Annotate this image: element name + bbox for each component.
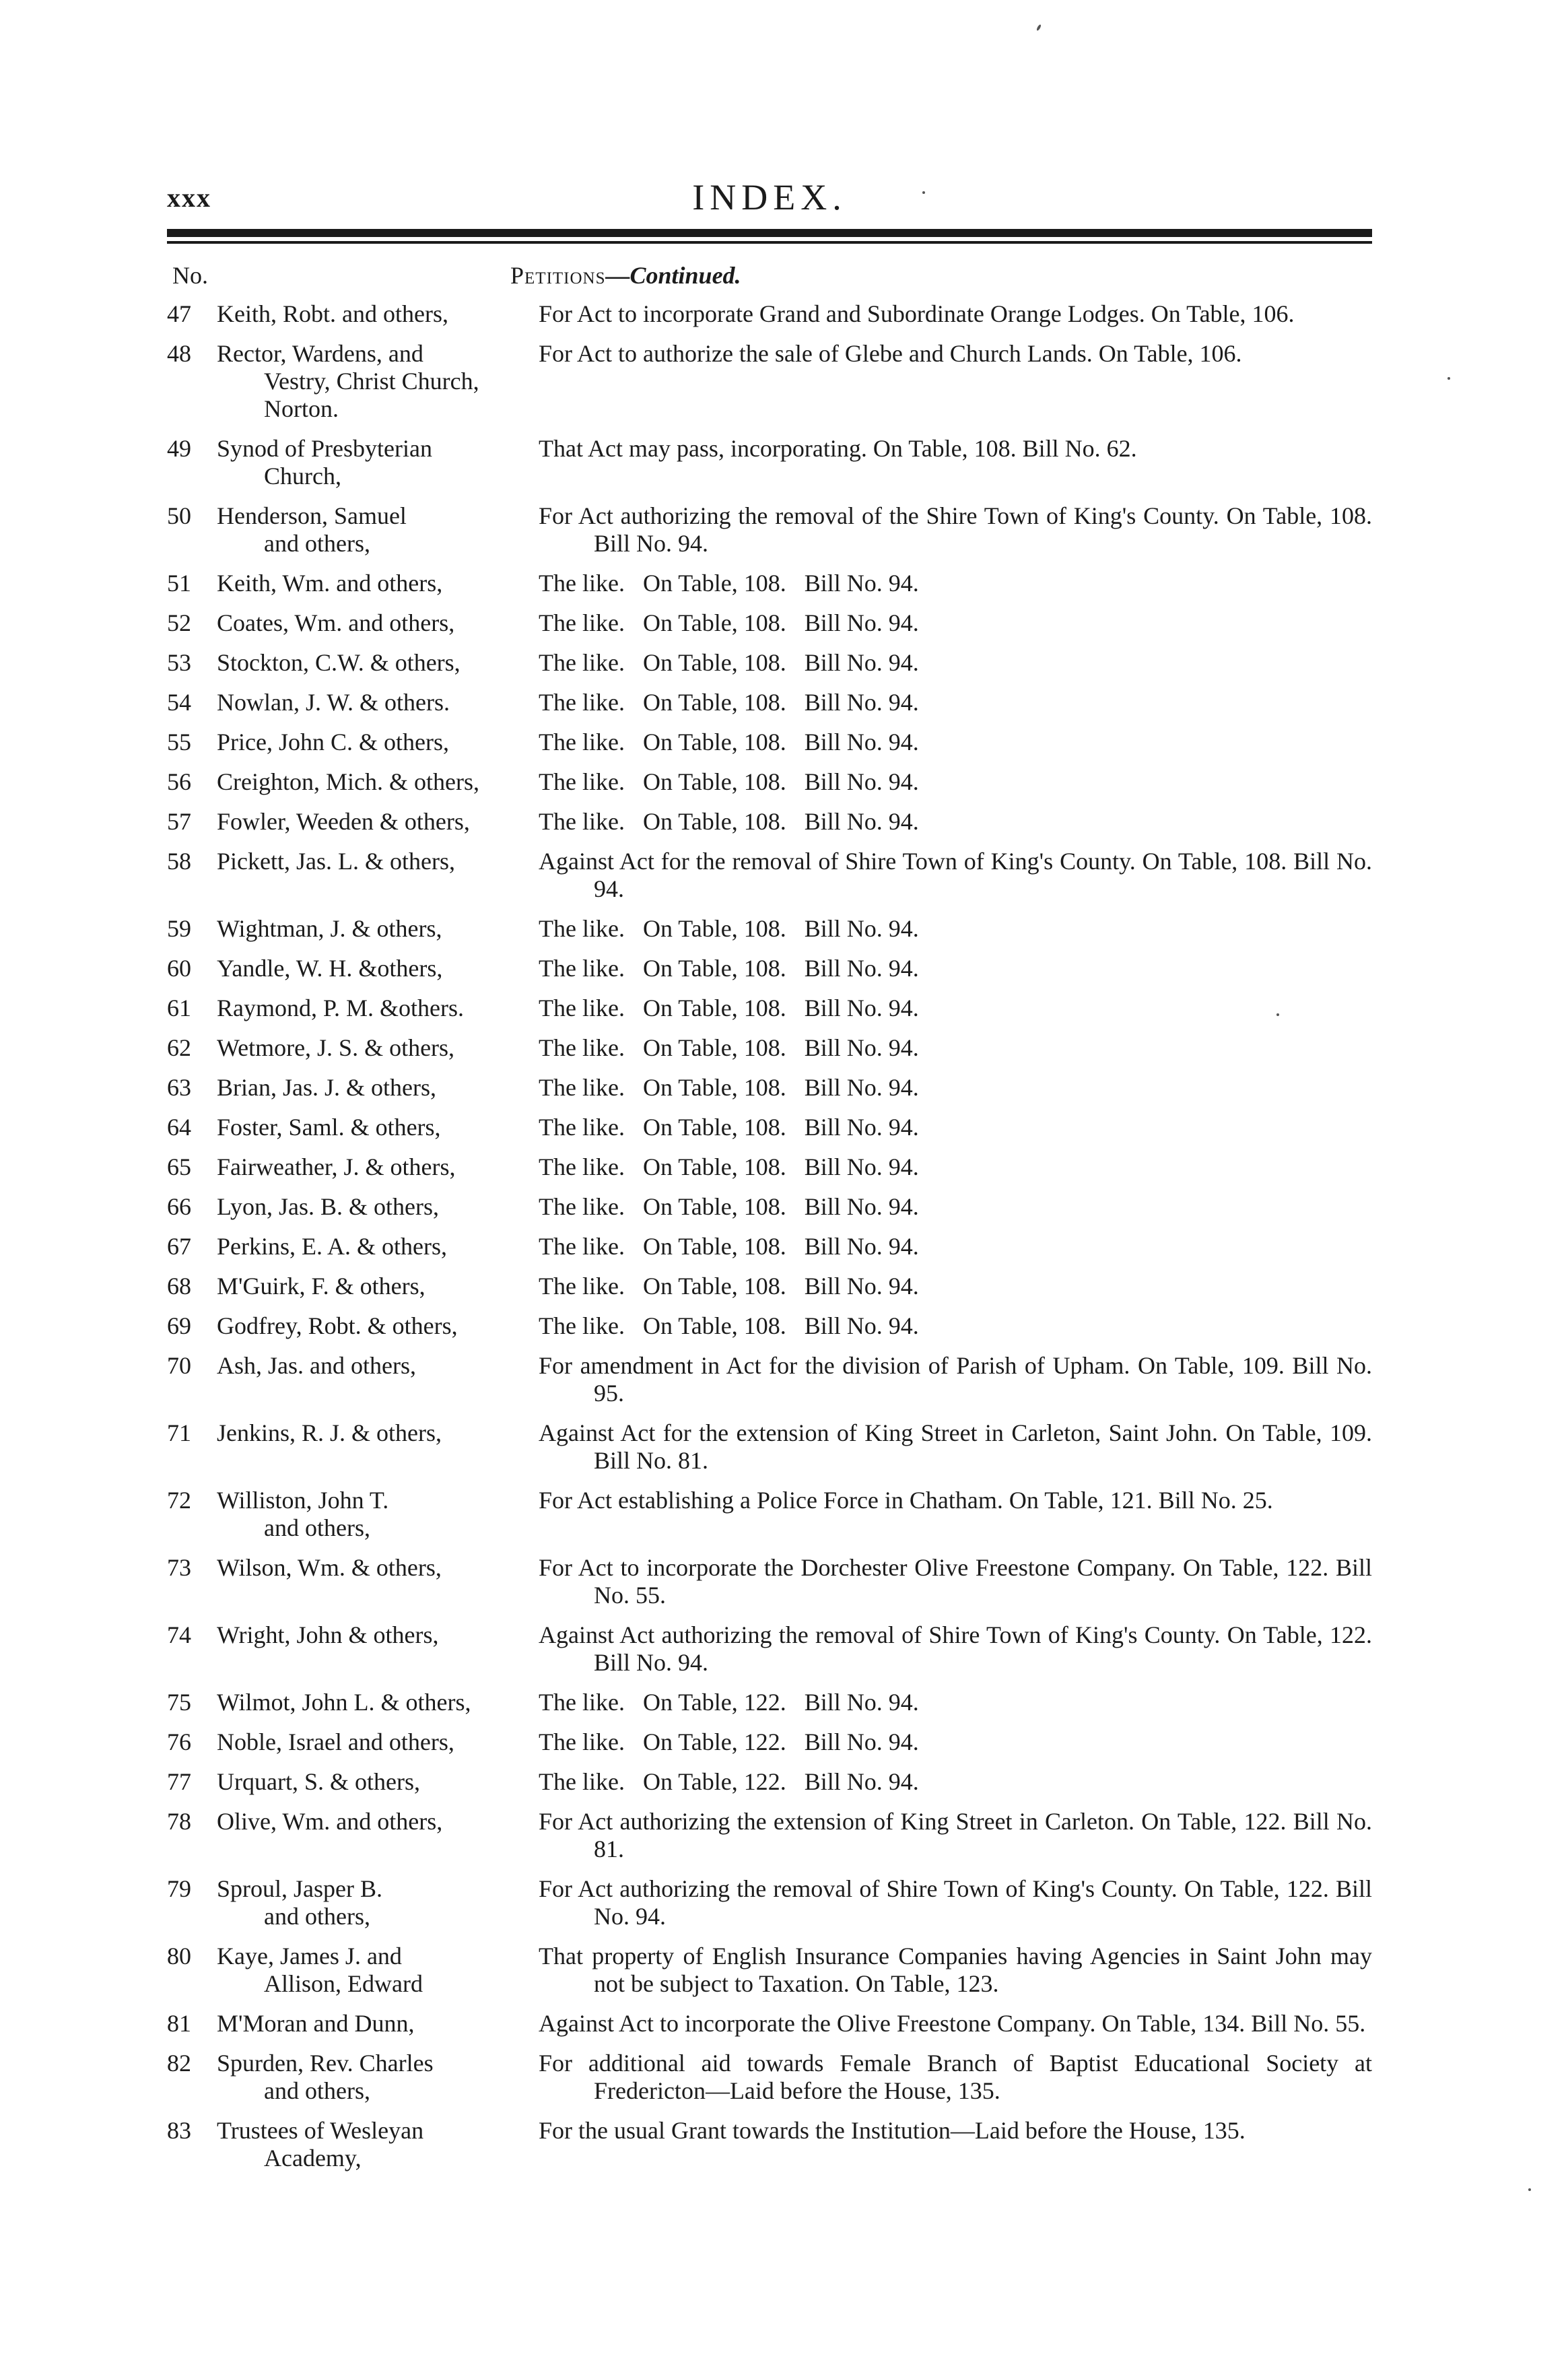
petition-entry (167, 1312, 1372, 1340)
petition-description: The like. On Table, 108. Bill No. 94. (539, 1153, 919, 1180)
petitioner-name-line2: and others, (264, 530, 370, 557)
petition-number: 82 (167, 2050, 191, 2077)
petition-description: The like. On Table, 122. Bill No. 94. (539, 1728, 919, 1755)
petition-number: 62 (167, 1034, 191, 1061)
petition-description: The like. On Table, 122. Bill No. 94. (539, 1689, 919, 1716)
petition-entry (167, 570, 1372, 597)
petitioner-name-line1: Creighton, Mich. & others, (217, 768, 479, 795)
petitioner-name-line1: Foster, Saml. & others, (217, 1114, 441, 1141)
petition-description: The like. On Table, 108. Bill No. 94. (539, 1114, 919, 1141)
petition-number: 59 (167, 915, 191, 942)
petitioner-name-line1: Stockton, C.W. & others, (217, 649, 461, 676)
petitioner-name (217, 729, 539, 756)
petition-description: The like. On Table, 108. Bill No. 94. (539, 649, 919, 676)
scan-speck (1447, 377, 1450, 380)
petition-number: 49 (167, 435, 191, 462)
petitioner-name-line1: Henderson, Samuel (217, 502, 407, 529)
petitioner-name-line2: Church, (264, 463, 341, 490)
petition-number: 74 (167, 1621, 191, 1648)
scan-speck (1528, 2188, 1531, 2191)
petitioner-name-line1: Ash, Jas. and others, (217, 1352, 416, 1379)
petition-number: 51 (167, 570, 191, 597)
petition-description: For Act to incorporate the Dorchester Olive Freestone Company. On Table, 122. Bill No. 55. (539, 1554, 1372, 1609)
petition-description: For additional aid towards Female Branch of Baptist Educational Society at Fredericton—Laid before the House, 135. (539, 2050, 1372, 2104)
section-heading (167, 261, 1372, 294)
petitioner-name-line1: M'Moran and Dunn, (217, 2010, 415, 2037)
petition-entry (167, 649, 1372, 677)
petitioner-name-line1: Wetmore, J. S. & others, (217, 1034, 455, 1061)
petitioner-name-line2: and others, (264, 1514, 370, 1541)
petition-entry (167, 1233, 1372, 1260)
petitioner-name (217, 1312, 539, 1340)
petition-entry (167, 955, 1372, 982)
petition-number: 55 (167, 729, 191, 755)
petitioner-name-line1: Kaye, James J. and (217, 1943, 402, 1969)
section-title-continued: —Continued. (605, 262, 741, 289)
petition-entry (167, 340, 1372, 423)
petition-entry (167, 848, 1372, 903)
petitioner-name-line1: Wright, John & others, (217, 1621, 439, 1648)
header-rule-thin (167, 241, 1372, 244)
petitioner-name (217, 609, 539, 637)
petition-entry (167, 2117, 1372, 2172)
petition-number: 64 (167, 1114, 191, 1141)
petition-number: 70 (167, 1352, 191, 1379)
petition-entry (167, 1273, 1372, 1300)
petition-description: For Act establishing a Police Force in Chatham. On Table, 121. Bill No. 25. (539, 1487, 1273, 1514)
petition-description: Against Act to incorporate the Olive Freestone Company. On Table, 134. Bill No. 55. (539, 2010, 1366, 2037)
petition-number: 60 (167, 955, 191, 982)
petition-number: 66 (167, 1193, 191, 1220)
petition-description: Against Act for the extension of King Street in Carleton, Saint John. On Table, 109. Bill No. 81. (539, 1419, 1372, 1474)
petitioner-name (217, 995, 539, 1022)
petition-entry (167, 808, 1372, 836)
petition-entry (167, 1943, 1372, 1998)
petition-number: 68 (167, 1273, 191, 1300)
petition-entry (167, 1034, 1372, 1062)
petitioner-name-line1: Brian, Jas. J. & others, (217, 1074, 436, 1101)
page-header (167, 176, 1372, 217)
petition-description: The like. On Table, 108. Bill No. 94. (539, 609, 919, 636)
petition-number: 80 (167, 1943, 191, 1969)
petition-description: For Act to incorporate Grand and Subordinate Orange Lodges. On Table, 106. (539, 300, 1295, 327)
petition-description: Against Act authorizing the removal of Shire Town of King's County. On Table, 122. Bill No. 94. (539, 1621, 1372, 1676)
petition-entry (167, 689, 1372, 716)
petition-number: 75 (167, 1689, 191, 1716)
petition-description: For Act authorizing the removal of Shire Town of King's County. On Table, 122. Bill No. 94. (539, 1875, 1372, 1930)
petitioner-name-line2: Academy, (264, 2145, 362, 2171)
petition-entry (167, 768, 1372, 796)
petitioner-name-line1: Keith, Wm. and others, (217, 570, 443, 597)
petitioner-name (217, 1768, 539, 1796)
petitioner-name (217, 435, 539, 490)
petition-number: 76 (167, 1728, 191, 1755)
petition-description: The like. On Table, 122. Bill No. 94. (539, 1768, 919, 1795)
petitioner-name-line1: Raymond, P. M. &others. (217, 995, 465, 1021)
petitioner-name (217, 1419, 539, 1447)
petition-description: The like. On Table, 108. Bill No. 94. (539, 808, 919, 835)
petitioner-name (217, 1554, 539, 1582)
petitioner-name-line1: Rector, Wardens, and (217, 340, 423, 367)
petitioner-name (217, 915, 539, 943)
petitioner-name-line1: Trustees of Wesleyan (217, 2117, 424, 2144)
page-title: INDEX. (692, 177, 847, 217)
petition-description: The like. On Table, 108. Bill No. 94. (539, 955, 919, 982)
petition-entry (167, 1487, 1372, 1542)
petitioner-name (217, 2050, 539, 2105)
petitioner-name (217, 1153, 539, 1181)
petition-description: The like. On Table, 108. Bill No. 94. (539, 570, 919, 597)
petition-number: 83 (167, 2117, 191, 2144)
petition-description: For Act to authorize the sale of Glebe and Church Lands. On Table, 106. (539, 340, 1242, 367)
petitioner-name (217, 340, 539, 423)
petition-number: 50 (167, 502, 191, 529)
petitioner-name-line1: Fairweather, J. & others, (217, 1153, 456, 1180)
petitioner-name (217, 768, 539, 796)
petitioner-name-line1: Lyon, Jas. B. & others, (217, 1193, 439, 1220)
petitioner-name (217, 1728, 539, 1756)
petition-number: 56 (167, 768, 191, 795)
petitioner-name (217, 955, 539, 982)
petitioner-name-line2: Allison, Edward (264, 1970, 423, 1997)
petition-description: The like. On Table, 108. Bill No. 94. (539, 768, 919, 795)
petition-description: For Act authorizing the removal of the Shire Town of King's County. On Table, 108. Bill No. 94. (539, 502, 1372, 557)
petition-number: 65 (167, 1153, 191, 1180)
petition-entry (167, 1689, 1372, 1716)
petitioner-name-line1: Olive, Wm. and others, (217, 1808, 443, 1835)
petition-entry (167, 1728, 1372, 1756)
petitioner-name (217, 2010, 539, 2037)
petitioner-name (217, 300, 539, 328)
petition-entry (167, 1419, 1372, 1475)
petition-entry (167, 502, 1372, 558)
petition-entry (167, 300, 1372, 328)
petitioner-name (217, 1193, 539, 1221)
petition-number: 61 (167, 995, 191, 1021)
petitioner-name-line2: Vestry, Christ Church, Norton. (264, 368, 479, 422)
page-number: xxx (167, 182, 211, 213)
section-title (510, 261, 741, 290)
petition-description: The like. On Table, 108. Bill No. 94. (539, 915, 919, 942)
petition-number: 47 (167, 300, 191, 327)
petition-number: 53 (167, 649, 191, 676)
petition-description: The like. On Table, 108. Bill No. 94. (539, 729, 919, 755)
petitioner-name-line1: Pickett, Jas. L. & others, (217, 848, 455, 875)
section-title-main: Petitions (510, 262, 606, 289)
scan-speck (1036, 24, 1042, 32)
petitioner-name (217, 2117, 539, 2172)
petitioner-name (217, 1352, 539, 1380)
petitioner-name-line1: Coates, Wm. and others, (217, 609, 455, 636)
petition-entry (167, 2050, 1372, 2105)
petitioner-name (217, 1233, 539, 1260)
petition-description: For Act authorizing the extension of King Street in Carleton. On Table, 122. Bill No. 81. (539, 1808, 1372, 1862)
petition-number: 52 (167, 609, 191, 636)
petition-number: 77 (167, 1768, 191, 1795)
petitioner-name (217, 570, 539, 597)
petition-entry (167, 609, 1372, 637)
petition-number: 79 (167, 1875, 191, 1902)
petitioner-name (217, 1114, 539, 1141)
petition-description: The like. On Table, 108. Bill No. 94. (539, 1312, 919, 1339)
petition-entry (167, 1554, 1372, 1609)
petition-number: 54 (167, 689, 191, 716)
petition-number: 69 (167, 1312, 191, 1339)
petition-description: The like. On Table, 108. Bill No. 94. (539, 1034, 919, 1061)
scan-speck (1276, 1013, 1279, 1016)
petition-description: The like. On Table, 108. Bill No. 94. (539, 995, 919, 1021)
petitioner-name (217, 1689, 539, 1716)
petition-description: The like. On Table, 108. Bill No. 94. (539, 1074, 919, 1101)
petitioner-name-line1: Wilson, Wm. & others, (217, 1554, 442, 1581)
petitioner-name-line1: Williston, John T. (217, 1487, 389, 1514)
petition-number: 73 (167, 1554, 191, 1581)
petitioner-name-line1: Perkins, E. A. & others, (217, 1233, 447, 1260)
petitioner-name-line1: Yandle, W. H. &others, (217, 955, 443, 982)
petition-entry (167, 1074, 1372, 1102)
petitioner-name (217, 502, 539, 558)
petitioner-name (217, 1808, 539, 1835)
petition-description: The like. On Table, 108. Bill No. 94. (539, 1233, 919, 1260)
petitioner-name-line1: Keith, Robt. and others, (217, 300, 448, 327)
petition-number: 81 (167, 2010, 191, 2037)
petition-entry (167, 1114, 1372, 1141)
petition-entry (167, 1352, 1372, 1407)
petitioner-name (217, 1621, 539, 1649)
petitioner-name (217, 1074, 539, 1102)
petition-entry (167, 2010, 1372, 2037)
petition-entry (167, 1808, 1372, 1863)
petition-entry (167, 729, 1372, 756)
petitioner-name-line1: Godfrey, Robt. & others, (217, 1312, 458, 1339)
petition-description: The like. On Table, 108. Bill No. 94. (539, 689, 919, 716)
petition-entry (167, 1193, 1372, 1221)
petitioner-name (217, 1943, 539, 1998)
column-number-label: No. (172, 262, 208, 289)
petition-number: 67 (167, 1233, 191, 1260)
petitioner-name-line2: and others, (264, 2077, 370, 2104)
petition-description: For the usual Grant towards the Institution—Laid before the House, 135. (539, 2117, 1246, 2144)
petition-entry (167, 1768, 1372, 1796)
petition-description: The like. On Table, 108. Bill No. 94. (539, 1193, 919, 1220)
petitioner-name (217, 689, 539, 716)
petition-description: That Act may pass, incorporating. On Table, 108. Bill No. 62. (539, 435, 1137, 462)
petition-number: 58 (167, 848, 191, 875)
header-rule-thick (167, 229, 1372, 237)
petitioner-name (217, 808, 539, 836)
petitioner-name (217, 1273, 539, 1300)
petitioner-name-line1: Synod of Presbyterian (217, 435, 432, 462)
petition-number: 48 (167, 340, 191, 367)
petition-description: The like. On Table, 108. Bill No. 94. (539, 1273, 919, 1300)
petitioner-name (217, 848, 539, 875)
petition-description: That property of English Insurance Companies having Agencies in Saint John may not be subject to Taxation. On Table, 123. (539, 1943, 1372, 1997)
petition-entry (167, 435, 1372, 490)
petition-description: Against Act for the removal of Shire Town of King's County. On Table, 108. Bill No. 94. (539, 848, 1372, 902)
petitioner-name-line1: Spurden, Rev. Charles (217, 2050, 434, 2077)
petition-number: 72 (167, 1487, 191, 1514)
petitioner-name-line1: Wightman, J. & others, (217, 915, 442, 942)
petitioner-name (217, 1487, 539, 1542)
petition-entry (167, 995, 1372, 1022)
petition-description: For amendment in Act for the division of Parish of Upham. On Table, 109. Bill No. 95. (539, 1352, 1372, 1407)
petitioner-name-line1: Price, John C. & others, (217, 729, 449, 755)
petitioner-name (217, 1875, 539, 1930)
petitioner-name-line1: Wilmot, John L. & others, (217, 1689, 471, 1716)
petitioner-name-line1: Urquart, S. & others, (217, 1768, 420, 1795)
petitioner-name-line1: M'Guirk, F. & others, (217, 1273, 425, 1300)
petitioner-name (217, 1034, 539, 1062)
petition-entry (167, 1875, 1372, 1930)
petition-list (167, 300, 1372, 2184)
petition-number: 57 (167, 808, 191, 835)
scan-speck (922, 191, 925, 194)
petition-number: 63 (167, 1074, 191, 1101)
petition-number: 71 (167, 1419, 191, 1446)
petition-entry (167, 915, 1372, 943)
petition-entry (167, 1153, 1372, 1181)
petitioner-name-line1: Fowler, Weeden & others, (217, 808, 470, 835)
petition-number: 78 (167, 1808, 191, 1835)
petitioner-name-line2: and others, (264, 1903, 370, 1930)
petitioner-name-line1: Nowlan, J. W. & others. (217, 689, 450, 716)
petitioner-name-line1: Noble, Israel and others, (217, 1728, 454, 1755)
petition-entry (167, 1621, 1372, 1677)
petitioner-name-line1: Jenkins, R. J. & others, (217, 1419, 442, 1446)
petitioner-name-line1: Sproul, Jasper B. (217, 1875, 382, 1902)
petitioner-name (217, 649, 539, 677)
